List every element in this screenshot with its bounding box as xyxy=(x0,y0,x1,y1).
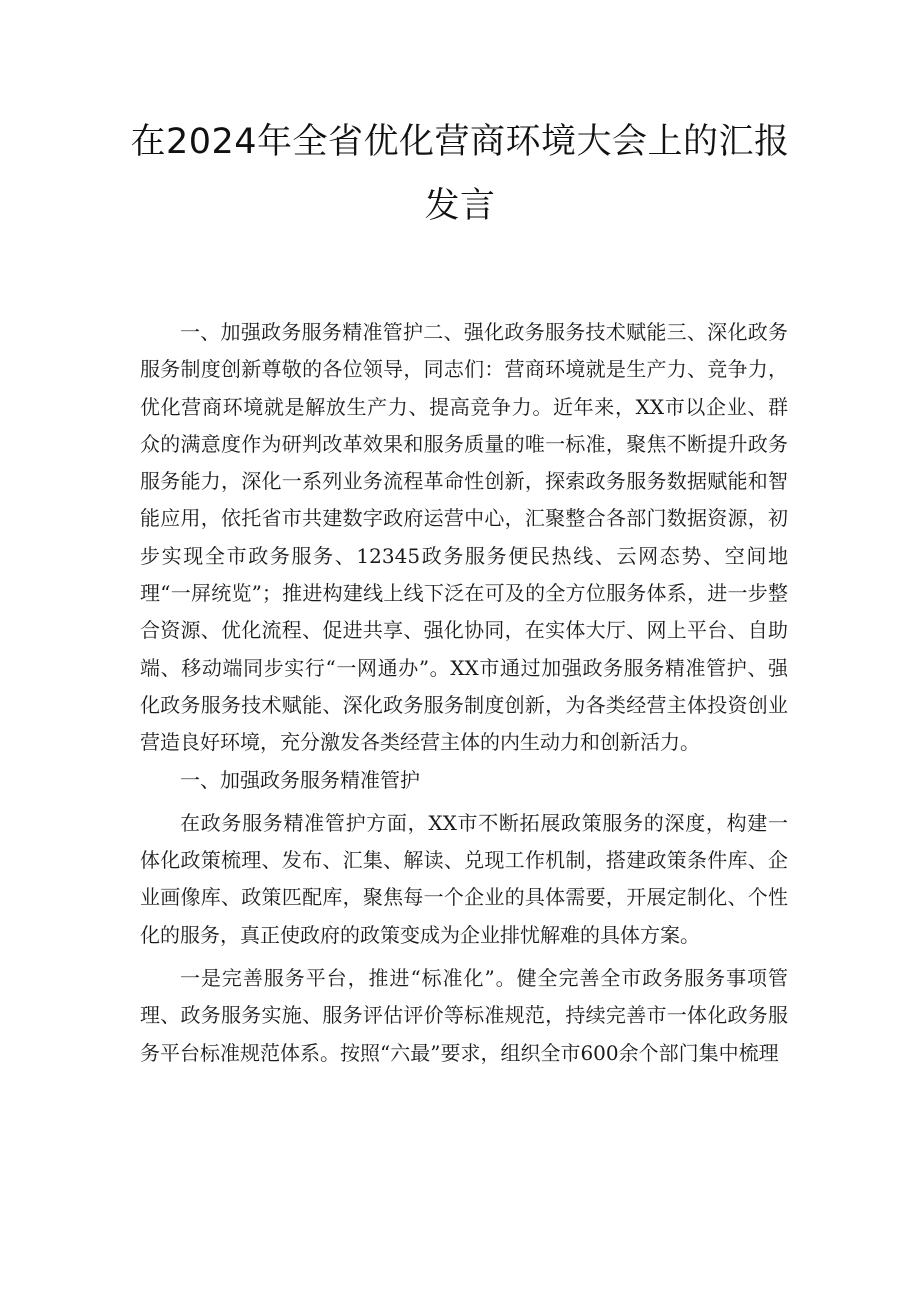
document-title xyxy=(0,110,920,238)
body-paragraph: 一是完善服务平台，推进“标准化”。健全完善全市政务服务事项管理、政务服务实施、服务评估评价等标准规范，持续完善市一体化政务服务平台标准规范体系。按照“六最”要求，组织全市600余个部门集中梳理 xyxy=(140,966,788,1065)
title-line-2: 发言 xyxy=(424,186,496,226)
title-line-1: 在2024年全省优化营商环境大会上的汇报 xyxy=(130,122,790,162)
body-paragraph: 在政务服务精准管护方面，XX市不断拓展政策服务的深度，构建一体化政策梳理、发布、汇集、解读、兑现工作机制，搭建政策条件库、企业画像库、政策匹配库，聚焦每一个企业的具体需要，开展定制化、个性化的服务，真正使政府的政策变成为企业排忧解难的具体方案。 xyxy=(140,810,788,947)
section-heading: 一、加强政务服务精准管护 xyxy=(180,767,420,792)
intro-paragraph: 一、加强政务服务精准管护二、强化政务服务技术赋能三、深化政务服务制度创新尊敬的各位领导，同志们：营商环境就是生产力、竞争力，优化营商环境就是解放生产力、提高竞争力。近年来，XX市以企业、群众的满意度作为研判改革效果和服务质量的唯一标准，聚焦不断提升政务服务能力，深化一系列业务流程革命性创新，探索政务服务数据赋能和智能应用，依托省市共建数字政府运营中心，汇聚整合各部门数据资源，初步实现全市政务服务、12345政务服务便民热线、云网态势、空间地理“一屏统览”；推进构建线上线下泛在可及的全方位服务体系，进一步整合资源、优化流程、促进共享、强化协同，在实体大厅、网上平台、自助端、移动端同步实行“一网通办”。XX市通过加强政务服务精准管护、强化政务服务技术赋能、深化政务服务制度创新，为各类经营主体投资创业营造良好环境，充分激发各类经营主体的内生动力和创新活力。 xyxy=(140,320,788,755)
document-body xyxy=(140,314,788,1072)
